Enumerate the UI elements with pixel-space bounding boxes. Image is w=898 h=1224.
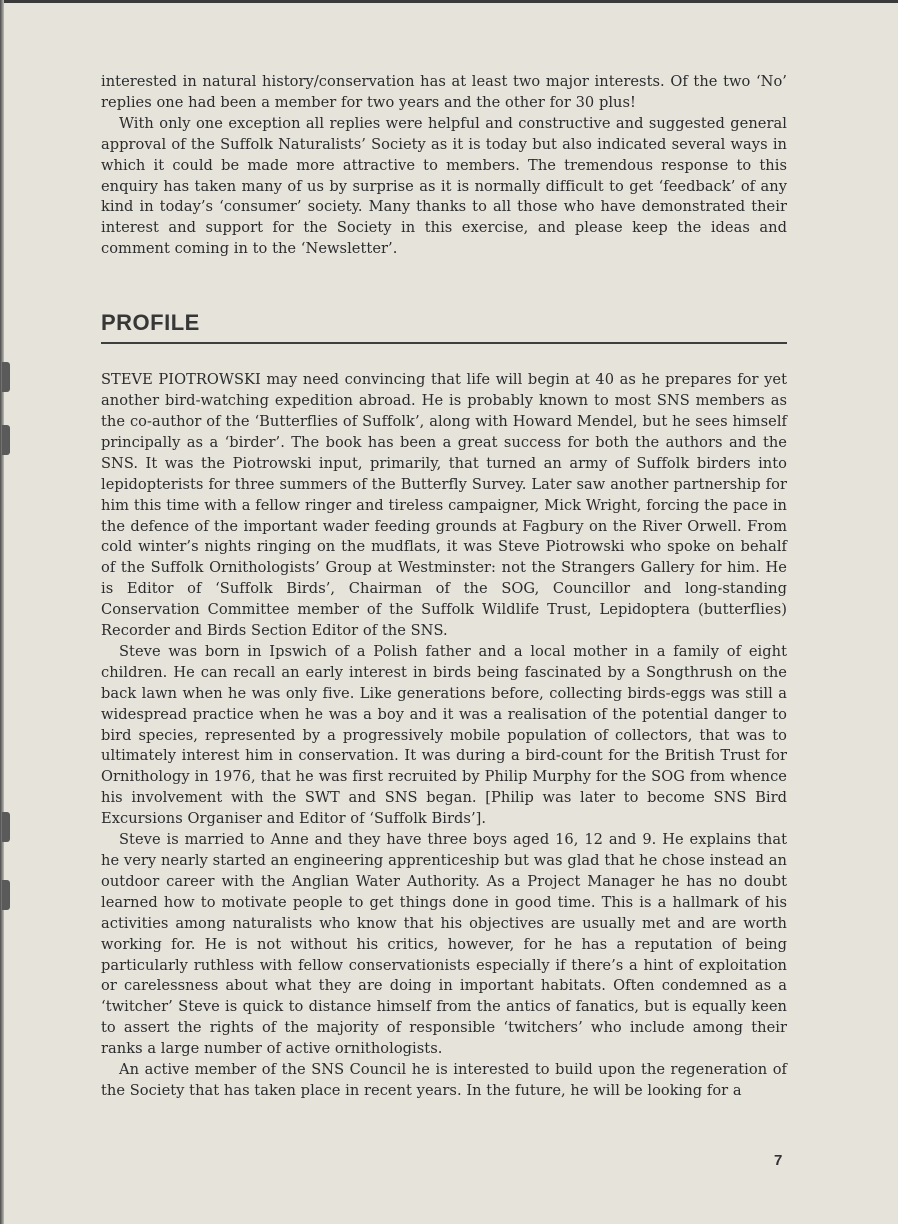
page-number: 7 xyxy=(774,1152,783,1169)
section-heading-profile: PROFILE xyxy=(101,310,200,336)
profile-paragraph: Steve is married to Anne and they have three boys aged 16, 12 and 9. He explains that he very nearly started an engineering apprenticeship but was glad that he chose instead an outdoor career with the Anglian Water Authority. As a Project Manager he has no doubt learned how to motivate people to get things done in good time. This is a hallmark of his activities among naturalists who know that his objectives are usually met and are worth working for. He is not without his critics, however, for he has a reputation of being particularly ruthless with fellow conservationists especially if there’s a hint of exploitation or carelessness about what they are doing in important habitats. Often condemned as a ‘twitcher’ Steve is quick to distance himself from the antics of fanatics, but is equally keen to assert the rights of the majority of responsible ‘twitchers’ who include among their ranks a large number of active ornithologists. xyxy=(101,831,787,1058)
page-top-edge xyxy=(0,0,898,3)
page-content xyxy=(101,72,787,1102)
intro-paragraph: With only one exception all replies were helpful and constructive and suggested general approval of the Suffolk Naturalists’ Society as it is today but also indicated several ways in which it could be made more attractive to members. The tremendous response to this enquiry has taken many of us by surprise as it is normally difficult to get ‘feedback’ of any kind in today’s ‘consumer’ society. Many thanks to all those who have demonstrated their interest and support for the Society in this exercise, and please keep the ideas and comment coming in to the ‘Newsletter’. xyxy=(101,114,787,258)
intro-section xyxy=(101,72,787,260)
section-divider xyxy=(101,342,787,344)
profile-paragraph: Steve was born in Ipswich of a Polish father and a local mother in a family of eight children. He can recall an early interest in birds being fascinated by a Songthrush on the back lawn when he was only five. Like generations before, collecting birds-eggs was still a widespread practice when he was a boy and it was a realisation of the potential danger to bird species, represented by a progressively mobile population of collectors, that was to ultimately interest him in conservation. It was during a bird-count for the British Trust for Ornithology in 1976, that he was first recruited by Philip Murphy for the SOG from whence his involvement with the SWT and SNS began. [Philip was later to become SNS Bird Excursions Organiser and Editor of ‘Suffolk Birds’]. xyxy=(101,642,787,828)
page-binding-edge xyxy=(0,0,4,1224)
binding-mark xyxy=(2,362,10,392)
binding-mark xyxy=(2,425,10,455)
intro-paragraph: interested in natural history/conservation has at least two major interests. Of the two ‘No’ replies one had been a member for two years and the other for 30 plus! xyxy=(101,73,787,111)
binding-mark xyxy=(2,812,10,842)
profile-paragraph: An active member of the SNS Council he is interested to build upon the regeneration of the Society that has taken place in recent years. In the future, he will be looking for a xyxy=(101,1061,787,1099)
binding-mark xyxy=(2,880,10,910)
profile-section xyxy=(101,370,787,1102)
profile-paragraph: STEVE PIOTROWSKI may need convincing that life will begin at 40 as he prepares for yet another bird-watching expedition abroad. He is probably known to most SNS members as the co-author of the ‘Butterflies of Suffolk’, along with Howard Mendel, but he sees himself principally as a ‘birder’. The book has been a great success for both the authors and the SNS. It was the Piotrowski input, primarily, that turned an army of Suffolk birders into lepidopterists for three summers of the Butterfly Survey. Later saw another partnership for him this time with a fellow ringer and tireless campaigner, Mick Wright, forcing the pace in the defence of the important wader feeding grounds at Fagbury on the River Orwell. From cold winter’s nights ringing on the mudflats, it was Steve Piotrowski who spoke on behalf of the Suffolk Ornithologists’ Group at Westminster: not the Strangers Gallery for him. He is Editor of ‘Suffolk Birds’, Chairman of the SOG, Councillor and long-standing Conservation Committee member of the Suffolk Wildlife Trust, Lepidoptera (butterflies) Recorder and Birds Section Editor of the SNS. xyxy=(101,371,787,640)
